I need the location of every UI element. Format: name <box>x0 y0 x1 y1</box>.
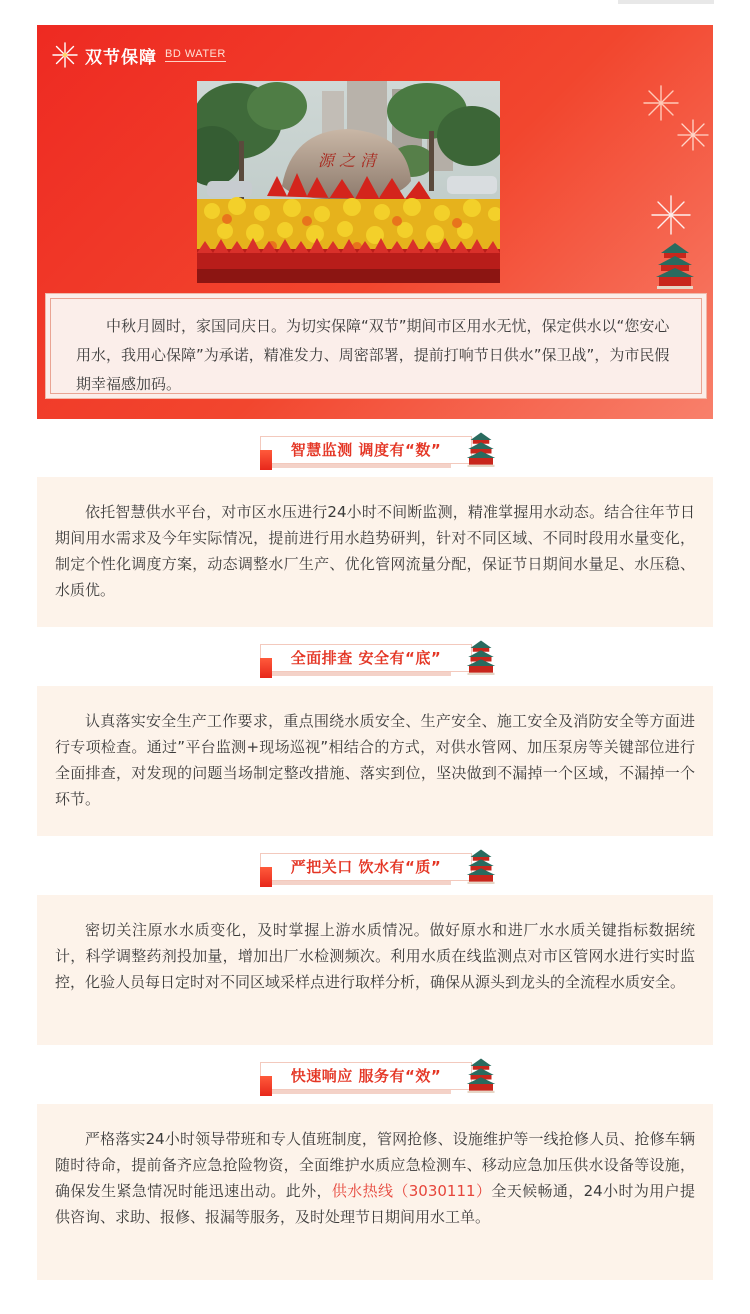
section-text: 密切关注原水水质变化，及时掌握上游水质情况。做好原水和进厂水水质关键指标数据统计，科学调整药剂投加量，增加出厂水检测频次。利用水质在线监测点对市区管网水进行实时监控，化验人员每日定时对不同区域采样点进行取样分析，确保从源头到龙头的全流程水质安全。 <box>55 921 695 991</box>
garden-photo <box>197 81 500 283</box>
section-heading-label: 智慧监测 调度有“数” <box>290 441 442 459</box>
pavilion-icon <box>466 847 496 885</box>
section-heading-3 <box>260 847 496 889</box>
hero-header <box>51 39 226 71</box>
section-heading-2 <box>260 638 496 680</box>
intro-box <box>45 293 707 399</box>
svg-text:源 之 清: 源 之 清 <box>317 151 377 170</box>
pavilion-icon <box>466 430 496 468</box>
pavilion-icon <box>466 1056 496 1094</box>
section-body-3 <box>37 895 713 1045</box>
section-heading-label: 严把关口 饮水有“质” <box>290 858 442 876</box>
top-strip <box>0 0 750 8</box>
section-heading-4 <box>260 1056 496 1098</box>
pavilion-icon <box>466 638 496 676</box>
hotline-text: 供水热线（3030111） <box>331 1182 492 1200</box>
section-heading-label: 快速响应 服务有“效” <box>290 1067 442 1085</box>
section-text: 依托智慧供水平台，对市区水压进行24小时不间断监测，精准掌握用水动态。结合往年节日期间用水需求及今年实际情况，提前进行用水趋势研判，针对不同区域、不同时段用水量变化，制定个性化调度方案，动态调整水厂生产、优化管网流量分配，保证节日期间水量足、水压稳、水质优。 <box>55 503 695 599</box>
intro-text: 中秋月圆时，家国同庆日。为切实保障“双节”期间市区用水无忧，保定供水以“您安心用水，我用心保障”为承诺，精准发力、周密部署，提前打响节日供水”保卫战”，为市民假期幸福感加码。 <box>76 317 670 393</box>
section-heading-1 <box>260 430 496 472</box>
pavilion-icon <box>655 241 695 289</box>
section-body-1 <box>37 477 713 627</box>
section-heading-label: 全面排查 安全有“底” <box>290 649 442 667</box>
firework-icon <box>51 41 79 69</box>
section-body-4 <box>37 1104 713 1280</box>
section-text: 认真落实安全生产工作要求，重点围绕水质安全、生产安全、施工安全及消防安全等方面进行专项检查。通过”平台监测+现场巡视”相结合的方式，对供水管网、加压泵房等关键部位进行全面排查，对发现的问题当场制定整改措施、落实到位，坚决做到不漏掉一个区域，不漏掉一个环节。 <box>55 712 695 808</box>
firework-icon <box>649 193 693 237</box>
hero-title: 双节保障 <box>85 47 157 68</box>
section-body-2 <box>37 686 713 836</box>
hero-banner <box>37 25 713 419</box>
section-text-part: 严格落实24小时领导带班和专人值班制度，管网抢修、设施维护等一线抢修人员、抢修车辆随时待命，提前备齐应急抢险物资，全面维护水质应急检测车、移动应急加压供水设备等设施，确保发生紧急情况时能迅速出动。此外， <box>55 1130 695 1200</box>
section-text <box>55 1126 695 1230</box>
firework-icon <box>675 117 711 153</box>
section-text-part: 全天候畅通，24小时为用户提供咨询、求助、报修、报漏等服务，及时处理节日期间用水工单。 <box>55 1182 695 1226</box>
hero-subtitle: BD WATER <box>165 48 226 60</box>
